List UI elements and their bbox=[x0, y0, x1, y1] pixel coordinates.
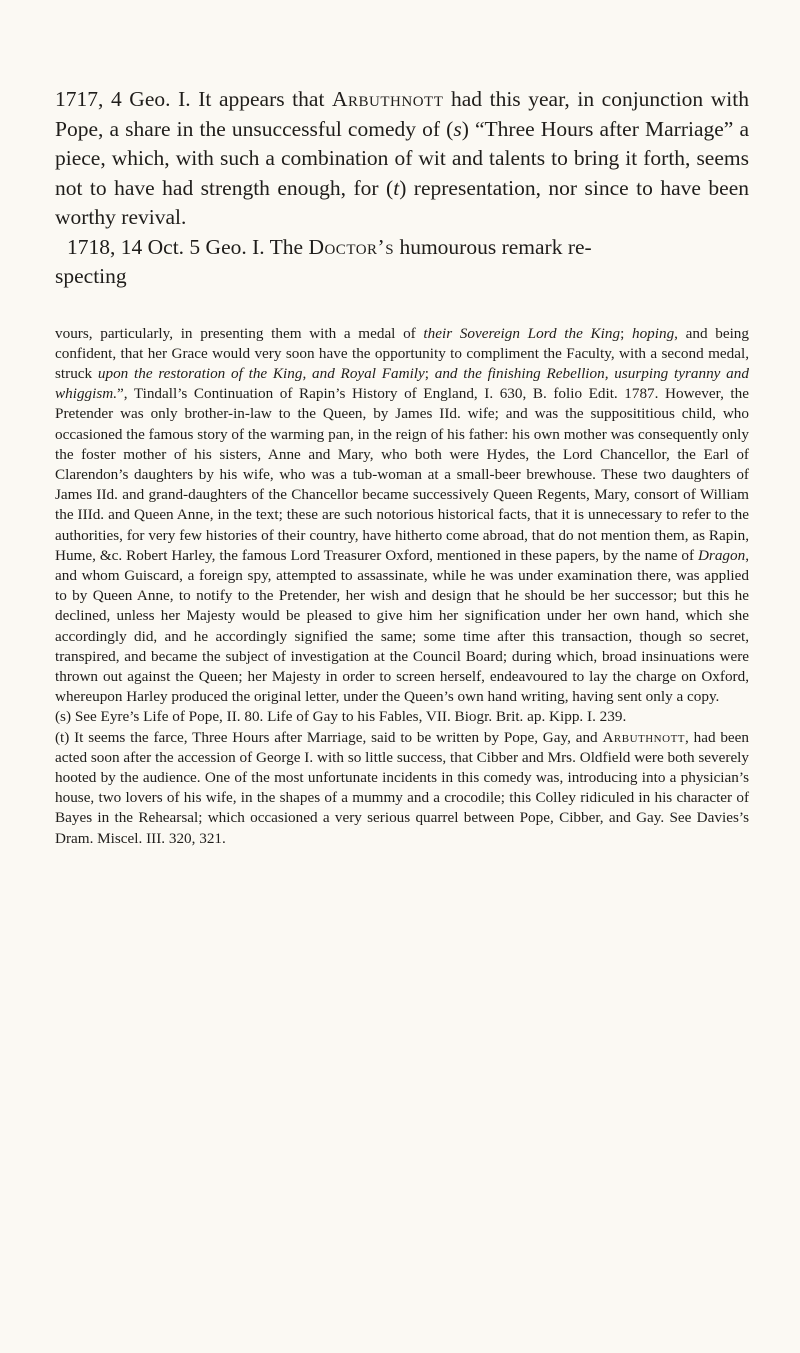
paragraph-1718: 1718, 14 Oct. 5 Geo. I. The Doctor’s humourous remark re- bbox=[67, 234, 592, 259]
footnote-t: (t) It seems the farce, Three Hours after Marriage, said to be written by Pope, Gay, and Arbuthnott, had been acted soon after the accession of George I. with so little success, that Cibber and Mrs. Oldfield were both severely hooted by the audience. One of the most unfortunate incidents in this comedy was, introducing into a physician’s house, two lovers of his wife, in the shapes of a mummy and a crocodile; this Colley ridiculed in his character of Bayes in the Rehearsal; which occasioned a very serious quarrel between Pope, Cibber, and Gay. See Davies’s Dram. Miscel. III. 320, 321. bbox=[55, 728, 749, 847]
author-name: Arbuthnott bbox=[332, 87, 444, 111]
author-name-note: Arbuthnott bbox=[602, 728, 686, 746]
catchword: specting bbox=[55, 264, 127, 288]
footnote-continuation: vours, particularly, in presenting them with a medal of their Sovereign Lord the King; hoping, and being confident, that her Grace would very soon have the opportunity to compliment the Faculty, with a second medal, struck upon the restoration of the King, and Royal Family; and the finishing Rebellion, usurping tyranny and whiggism.”, Tindall’s Continuation of Rapin’s History of England, I. 630, B. folio Edit. 1787. However, the Pretender was only brother-in-law to the Queen, by James IId. wife; and was the supposititious child, who occasioned the famous story of the warming pan, in the reign of his father: his own mother was consequently only the foster mother of his sisters, Anne and Mary, who both were Hydes, the Lord Chancellor, the Earl of Clarendon’s daughters by his wife, who was a tub-woman at a small-beer brewhouse. These two daughters of James IId. and grand-daughters of the Chancellor became successively Queen Regents, Mary, consort of William the IIId. and Queen Anne, in the text; these are such notorious historical facts, that it is unnecessary to refer to the authorities, for very few histories of their country, have hitherto come abroad, that do not mention them, as Rapin, Hume, &c. Robert Harley, the famous Lord Treasurer Oxford, mentioned in these papers, by the name of Dragon, and whom Guiscard, a foreign spy, attempted to assassinate, while he was under examination there, was applied to by Queen Anne, to notify to the Pretender, her wish and design that he should be her successor; but this he declined, unless her Majesty would be pleased to give him her signification under her own hand, which she accordingly did, and he accordingly signified the same; some time after this transaction, though so secret, transpired, and became the subject of investigation at the Council Board; during which, broad insinuations were thrown out against the Queen; her Majesty in order to screen herself, endeavoured to lay the charge on Oxford, whereupon Harley produced the original letter, under the Queen’s own hand writing, having sent only a copy. bbox=[55, 324, 749, 706]
book-page bbox=[55, 85, 749, 849]
date-1718: 1718, 14 Oct. 5 Geo. I. bbox=[67, 234, 265, 259]
footnote-mark-t: t bbox=[393, 175, 400, 200]
footnotes bbox=[55, 324, 749, 849]
paragraph-1717: 1717, 4 Geo. I. It appears that Arbuthnott had this year, in conjunction with Pope, a share in the unsuccessful comedy of (s) “Three Hours after Marriage” a piece, which, with such a combination of wit and talents to bring it forth, seems not to have had strength enough, for (t) representation, nor since to have been worthy revival. bbox=[55, 87, 749, 229]
footnote-s: (s) See Eyre’s Life of Pope, II. 80. Life of Gay to his Fables, VII. Biogr. Brit. ap. Kipp. I. 239. bbox=[55, 708, 627, 726]
main-text bbox=[55, 85, 749, 292]
date-1717: 1717, 4 Geo. I. bbox=[55, 87, 191, 111]
doctor-name: Doctor’s bbox=[308, 234, 395, 259]
footnote-mark-s: s bbox=[453, 116, 462, 141]
